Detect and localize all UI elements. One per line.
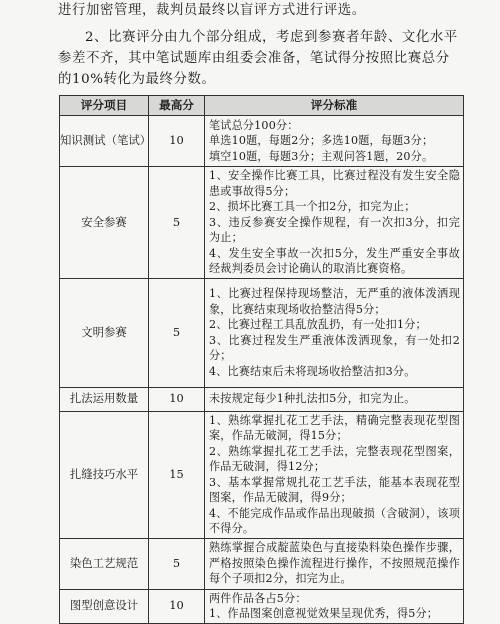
header-item: 评分项目	[60, 96, 149, 116]
row-max-score: 15	[149, 411, 205, 538]
row-standard	[205, 116, 464, 167]
row-standard	[205, 411, 464, 538]
standard-line: 2、损坏比赛工具一个扣2分，扣完为止；	[209, 200, 416, 213]
row-max-score: 5	[149, 278, 205, 387]
paragraph-1: 进行加密管理，裁判员最终以盲评方式进行评选。	[58, 3, 366, 18]
scoring-table	[59, 95, 464, 624]
row-item-name: 染色工艺规范	[60, 538, 149, 589]
table-row	[60, 589, 464, 623]
standard-line: 1、安全操作比赛工具，比赛过程没有发生安全隐患或事故得5分；	[209, 169, 460, 198]
row-max-score: 10	[149, 116, 205, 167]
table-row	[60, 538, 464, 589]
standard-line: 2、比赛过程工具乱放乱扔，有一处扣1分；	[209, 318, 427, 331]
table-row	[60, 278, 464, 387]
row-item-name: 扎法运用数量	[60, 387, 149, 411]
standard-line: 熟练掌握合成靛蓝染色与直接染料染色操作步骤，严格按照染色操作流程进行操作，不按照规范操作每个子项扣2分，扣完为止。	[209, 541, 460, 586]
standard-line: 2、熟练掌握扎花工艺手法，完整表现花型图案，作品无破洞，得12分；	[209, 444, 460, 473]
standard-line: 1、比赛过程保持现场整洁，无严重的液体泼洒现象，比赛结束现场收拾整洁得5分；	[209, 287, 460, 316]
standard-line: 3、比赛过程发生严重液体泼洒现象，有一处扣2分；	[209, 333, 460, 362]
row-standard	[205, 538, 464, 589]
header-standard: 评分标准	[205, 96, 464, 116]
row-standard	[205, 167, 464, 279]
table-row	[60, 167, 464, 279]
row-max-score: 10	[149, 589, 205, 623]
row-item-name: 扎缝技巧水平	[60, 411, 149, 538]
standard-line: 笔试总分100分：	[209, 118, 299, 132]
row-standard	[205, 589, 464, 623]
row-standard	[205, 387, 464, 411]
row-max-score: 10	[149, 387, 205, 411]
table-row	[60, 411, 464, 538]
row-item-name: 图型创意设计	[60, 589, 149, 623]
standard-line: 3、违反参赛安全操作规程，有一次扣3分，扣完为止；	[209, 215, 460, 244]
row-max-score: 5	[149, 167, 205, 279]
standard-line: 4、发生安全事故一次扣5分，发生严重安全事故经裁判委员会讨论确认的取消比赛资格。	[209, 246, 460, 275]
row-item-name: 知识测试（笔试）	[60, 116, 149, 167]
row-item-name: 文明参赛	[60, 278, 149, 387]
row-item-name: 安全参赛	[60, 167, 149, 279]
standard-line: 两件作品各占5分：	[209, 591, 307, 605]
row-max-score: 5	[149, 538, 205, 589]
standard-line: 1、作品图案创意视觉效果呈现优秀，得5分；	[209, 607, 439, 620]
table-row	[60, 116, 464, 167]
standard-line: 单选10题，每题2分；多选10题，每题3分；	[209, 134, 434, 148]
standard-line: 1、熟练掌握扎花工艺手法，精确完整表现花型图案，作品无破洞，得15分；	[209, 413, 460, 442]
row-standard	[205, 278, 464, 387]
header-max-score: 最高分	[149, 96, 205, 116]
paragraph-2: 2、比赛评分由九个部分组成，考虑到参赛者年龄、文化水平参差不齐，其中笔试题库由组委会准备，笔试得分按照比赛总分的10%转化为最终分数。	[58, 30, 458, 87]
table-header-row	[60, 96, 464, 116]
standard-line: 4、比赛结束后未将现场收拾整洁扣3分。	[209, 364, 416, 378]
table-row	[60, 387, 464, 411]
standard-line: 4、不能完成作品或作品出现破损（含破洞），该项不得分。	[209, 506, 460, 535]
standard-line: 填空10题，每题3分；主观问答1题，20分。	[209, 149, 434, 163]
standard-line: 3、基本掌握常规扎花工艺手法，能基本表现花型图案，作品无破洞，得9分；	[209, 475, 460, 504]
standard-line: 未按规定每少1种扎法扣5分，扣完为止。	[209, 392, 416, 406]
